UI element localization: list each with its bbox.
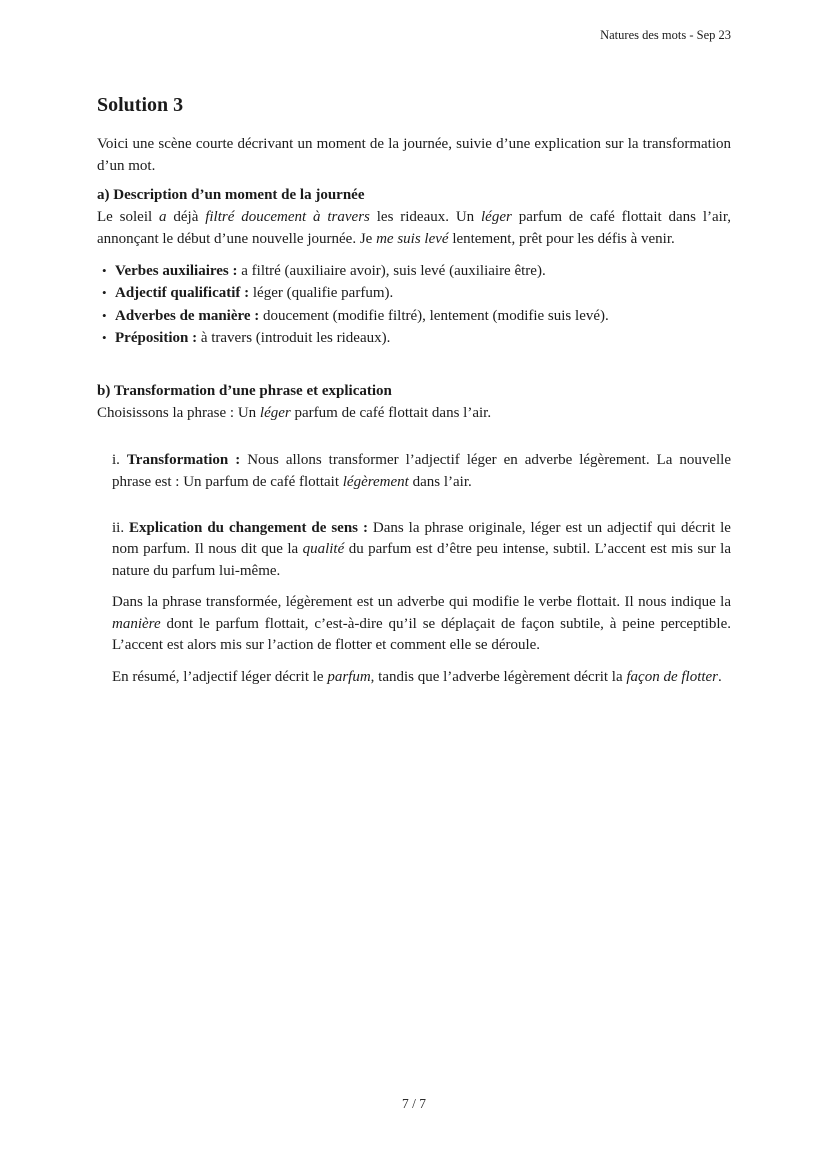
page-number: 7 / 7 [401, 1096, 426, 1111]
section-b [97, 381, 731, 689]
page-footer [0, 1096, 828, 1112]
list-item-text: Adverbes de manière : doucement (modifie filtré), lentement (modifie suis levé). [115, 307, 609, 324]
list-item [97, 305, 731, 328]
document-content [97, 0, 731, 699]
scene-paragraph: Le soleil a déjà filtré doucement à travers les rideaux. Un léger parfum de café flottait dans l’air, annonçant le début d’une nouvelle journée. Je me suis levé lentement, prêt pour les défis à venir. [97, 209, 731, 247]
list-item [97, 327, 731, 350]
list-item-text: Adjectif qualificatif : léger (qualifie parfum). [115, 285, 394, 302]
summary-paragraph: En résumé, l’adjectif léger décrit le parfum, tandis que l’adverbe légèrement décrit la façon de flotter. [112, 668, 722, 685]
word-nature-list [97, 260, 731, 350]
list-item-text: Verbes auxiliaires : a filtré (auxiliaire avoir), suis levé (auxiliaire être). [115, 262, 546, 279]
list-item [97, 260, 731, 283]
section-a-heading: a) Description d’un moment de la journée [97, 187, 365, 204]
chosen-phrase-paragraph: Choisissons la phrase : Un léger parfum de café flottait dans l’air. [97, 404, 492, 421]
transformed-phrase-paragraph: Dans la phrase transformée, légèrement est un adverbe qui modifie le verbe flottait. Il nous indique la manière dont le parfum flottait, c’est-à-dire qu’il se déplaçait de façon subtile, à peine perceptible. L’accent est alors mis sur l’action de flotter et comment elle se déroule. [112, 593, 731, 654]
sense-change-paragraph: ii. Explication du changement de sens : Dans la phrase originale, léger est un adjectif qui décrit le nom parfum. Il nous dit que la qualité du parfum est d’être peu intense, subtil. L’accent est mis sur la nature du parfum lui-même. [112, 519, 731, 580]
list-item-text: Préposition : à travers (introduit les rideaux). [115, 330, 391, 347]
intro-paragraph: Voici une scène courte décrivant un moment de la journée, suivie d’une explication sur la transformation d’un mot. [97, 136, 731, 174]
header-title: Natures des mots - Sep 23 [600, 28, 731, 42]
section-b-heading: b) Transformation d’une phrase et explication [97, 382, 392, 399]
transformation-paragraph: i. Transformation : Nous allons transformer l’adjectif léger en adverbe légèrement. La nouvelle phrase est : Un parfum de café flottait légèrement dans l’air. [112, 452, 731, 490]
solution-title: Solution 3 [97, 94, 184, 116]
list-item [97, 282, 731, 305]
section-a [97, 185, 731, 349]
